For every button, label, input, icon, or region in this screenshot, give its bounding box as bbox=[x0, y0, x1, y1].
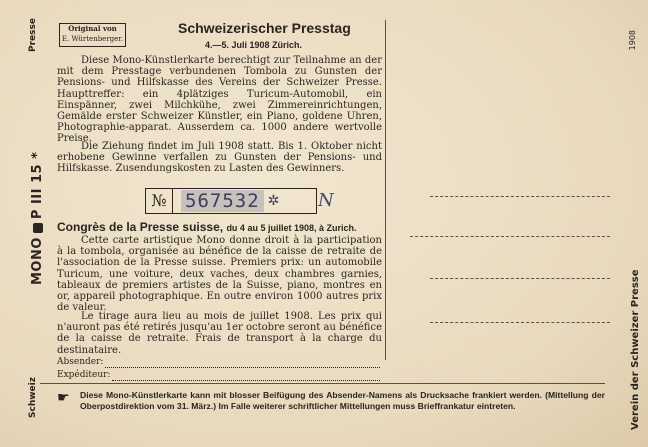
address-line-4[interactable] bbox=[430, 322, 610, 323]
french-paragraph-1: Cette carte artistique Mono donne droit à la participation à la tombola, organisée au bénéfice de la caisse de retraite de l'association de la Presse suisse. Premiers prix: un automobile Turicum, une voiture, deux vaches, deux chambres garnies, tableaux de premiers artistes de la Suisse, piano, montres en or, appareil photographique. En outre environ 1000 autres prix de valeur. bbox=[57, 235, 382, 314]
german-title: Schweizerischer Presstag bbox=[178, 20, 351, 36]
series-code: P III 15 * bbox=[30, 151, 45, 220]
sender-label-de: Absender: bbox=[57, 357, 104, 367]
mono-logo-icon bbox=[33, 223, 43, 233]
left-margin-schweiz: Schweiz bbox=[28, 377, 38, 418]
original-credit-line1: Original von bbox=[68, 24, 117, 33]
french-title: Congrès de la Presse suisse, bbox=[57, 220, 224, 234]
number-sign: № bbox=[146, 189, 173, 213]
sender-line-2[interactable] bbox=[112, 380, 380, 381]
french-title-line bbox=[57, 220, 387, 234]
german-paragraph-2: Die Ziehung findet im Juli 1908 statt. Bis 1. Oktober nicht erhobene Gewinne verfallen zu Gunsten der Pensions- und Hilfskasse. Zusendungskosten zu Lasten des Gewinners. bbox=[57, 141, 382, 175]
bottom-divider bbox=[40, 383, 605, 384]
german-date: 4.—5. Juli 1908 Zürich. bbox=[205, 40, 303, 50]
french-paragraph-2: Le tirage aura lieu au mois de juillet 1908. Les prix qui n'auront pas été retirés jusqu'au 1er octobre seront au bénéfice de la caisse de retraite. Frais de transport à la charge du destinataire. bbox=[57, 311, 382, 356]
right-margin-year: 1908 bbox=[628, 30, 637, 51]
original-credit-line2: E. Würtenberger. bbox=[61, 35, 124, 43]
original-credit-box bbox=[59, 23, 126, 47]
address-line-2[interactable] bbox=[410, 236, 610, 237]
series-label: MONO bbox=[30, 237, 45, 285]
french-date: du 4 au 5 juillet 1908, à Zurich. bbox=[226, 223, 357, 233]
left-margin-series bbox=[30, 152, 45, 285]
ticket-number-box bbox=[145, 188, 317, 214]
right-margin-publisher: Verein der Schweizer Presse bbox=[630, 269, 641, 430]
address-line-1[interactable] bbox=[430, 196, 610, 197]
pointing-hand-icon: ☛ bbox=[57, 390, 70, 406]
center-divider bbox=[385, 20, 386, 360]
sender-line-1[interactable] bbox=[105, 367, 380, 368]
address-line-3[interactable] bbox=[430, 278, 610, 279]
german-paragraph-1: Diese Mono-Künstlerkarte berechtigt zur Teilnahme an der mit dem Presstage verbundenen Tombola zu Gunsten der Pensions- und Hilfskasse des Vereins der Schweizer Presse. Haupttreffer: ein 4plätziges Turicum-Automobil, ein Einspänner, zwei Milchkühe, zwei Zimmereinrichtungen, Gemälde erster Schweizer Künstler, ein Piano, goldene Uhren, Photographie-apparat. Ausserdem ca. 1000 andere wertvolle Preise. bbox=[57, 55, 382, 145]
star-icon: ✲ bbox=[267, 193, 280, 209]
sender-label-fr: Expéditeur: bbox=[57, 370, 111, 380]
footer-note: Diese Mono-Künstlerkarte kann mit blosser Beifügung des Absender-Namens als Drucksache frankiert werden. (Mittellung der Oberpostdirektion vom 31. März.) Im Falle weiterer schriftlicher Mittellungen muss Brieffrankatur eintreten. bbox=[80, 390, 605, 411]
left-margin-presse: Presse bbox=[28, 18, 38, 52]
ticket-number: 567532 bbox=[181, 190, 264, 212]
handwritten-mark: N bbox=[318, 190, 334, 211]
